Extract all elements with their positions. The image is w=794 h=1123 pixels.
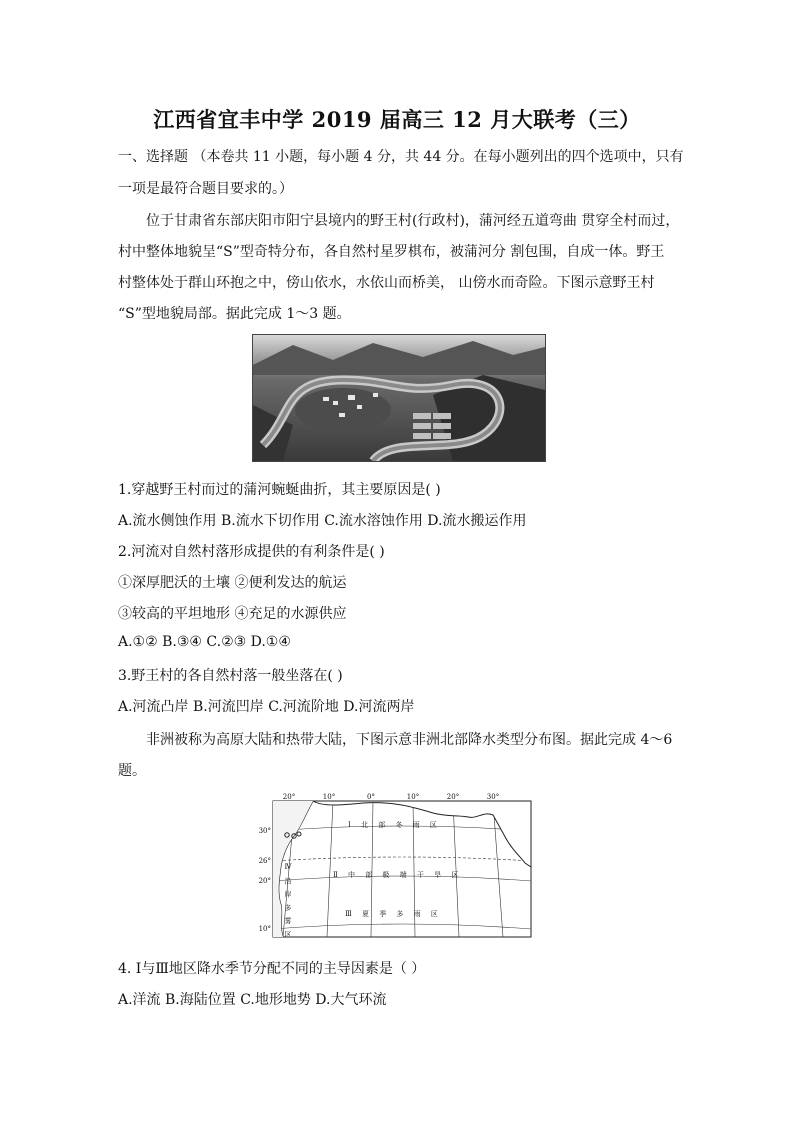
map-left-label: 26°	[258, 857, 271, 865]
map-top-label: 30°	[486, 793, 500, 801]
question-2: 2.河流对自然村落形成提供的有利条件是( )	[118, 544, 385, 560]
question-3: 3.野王村的各自然村落一般坐落在( )	[118, 668, 343, 684]
region-2-label: Ⅱ 中 部 极 端 干 旱 区	[333, 871, 463, 879]
passage-2-cont: 题。	[118, 763, 146, 779]
region-4-label: Ⅳ 沿 岸 多 雾 区	[284, 863, 292, 939]
region-3-label: Ⅲ 夏 季 多 雨 区	[345, 910, 442, 918]
question-3-options: A.河流凸岸 B.河流凹岸 C.河流阶地 D.河流两岸	[118, 699, 415, 715]
map-top-label: 10°	[322, 793, 336, 801]
page-title: 江西省宜丰中学 2019 届高三 12 月大联考（三）	[153, 107, 641, 132]
region-1-label: Ⅰ 北 部 冬 雨 区	[348, 821, 441, 829]
question-2-items: ③较高的平坦地形 ④充足的水源供应	[118, 606, 347, 622]
question-1-options: A.流水侧蚀作用 B.流水下切作用 C.流水溶蚀作用 D.流水搬运作用	[118, 513, 527, 529]
question-2-items: ①深厚肥沃的土壤 ②便利发达的航运	[118, 575, 347, 591]
question-4-options: A.洋流 B.海陆位置 C.地形地势 D.大气环流	[118, 992, 387, 1008]
passage-line: 村整体处于群山环抱之中，傍山依水，水依山而桥美， 山傍水而奇险。下图示意野王村	[118, 275, 655, 291]
question-1: 1.穿越野王村而过的蒲河蜿蜒曲折，其主要原因是( )	[118, 482, 441, 498]
map-top-label: 20°	[282, 793, 296, 801]
question-4: 4. Ⅰ与Ⅲ地区降水季节分配不同的主导因素是（ ）	[118, 961, 426, 977]
map-top-label: 10°	[406, 793, 420, 801]
map-top-label: 20°	[446, 793, 460, 801]
section-heading: 一、选择题 （本卷共 11 小题，每小题 4 分，共 44 分。在每小题列出的四个选项中，只有	[118, 149, 684, 165]
passage-2: 非洲被称为高原大陆和热带大陆，下图示意非洲北部降水类型分布图。据此完成 4～6	[146, 732, 673, 748]
passage-line: 位于甘肃省东部庆阳市阳宁县境内的野王村(行政村)，蒲河经五道弯曲 贯穿全村而过，	[146, 213, 680, 229]
africa-precipitation-map	[253, 793, 535, 939]
section-heading-cont: 一项是最符合题目要求的。）	[118, 181, 293, 197]
map-left-label: 30°	[258, 827, 271, 835]
passage-line: “S”型地貌局部。据此完成 1～3 题。	[118, 306, 351, 322]
map-left-label: 10°	[258, 925, 271, 933]
aerial-photo	[252, 334, 546, 462]
question-2-options: A.①② B.③④ C.②③ D.①④	[118, 634, 291, 650]
map-left-label: 20°	[258, 877, 271, 885]
map-top-label: 0°	[367, 793, 375, 801]
passage-line: 村中整体地貌呈“S”型奇特分布，各自然村星罗棋布，被蒲河分 割包围，自成一体。野王	[118, 244, 665, 260]
